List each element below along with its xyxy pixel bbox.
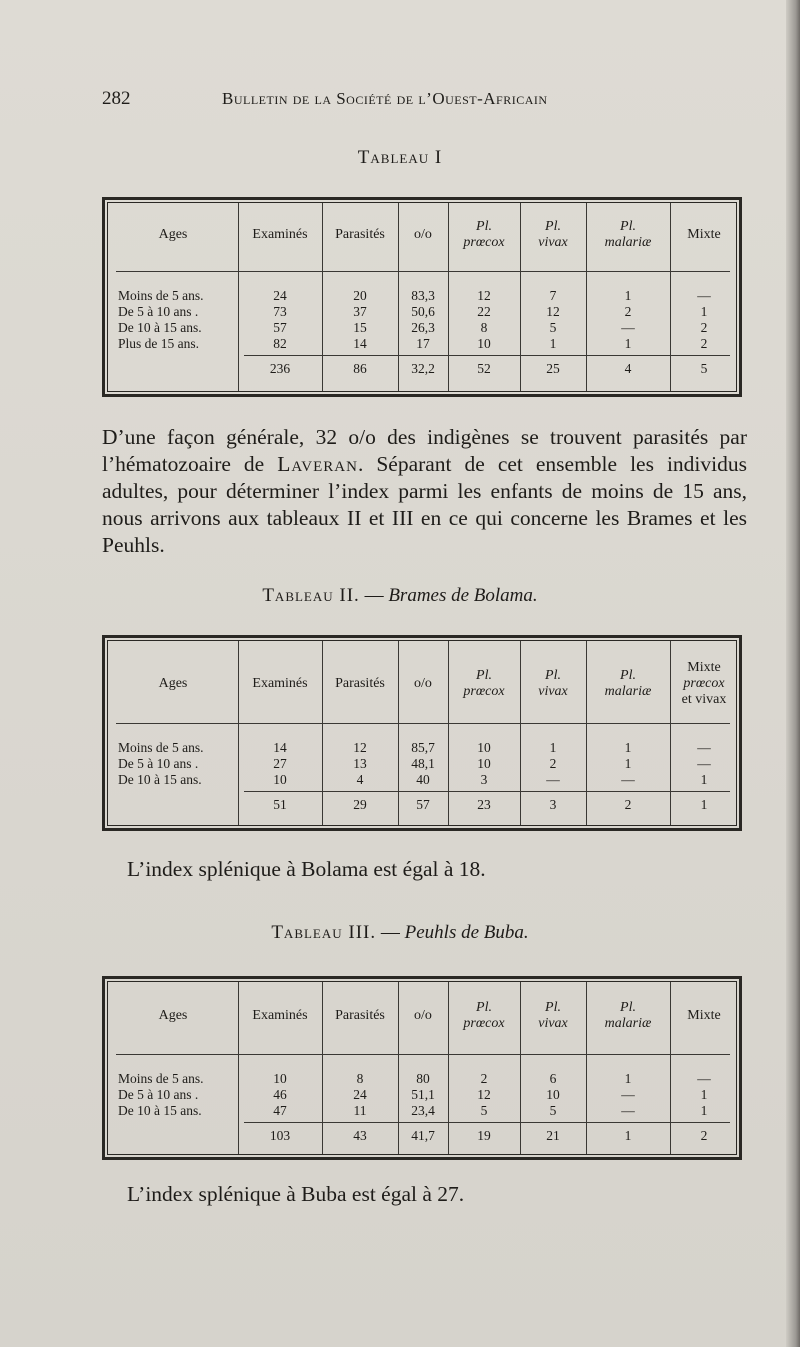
- col-header-parasites: Parasités: [335, 227, 385, 242]
- table-cell: 83,3: [411, 288, 435, 303]
- total-cell: 1: [700, 797, 708, 812]
- col-header-pct: o/o: [414, 1008, 432, 1023]
- table-cell: 46: [273, 1087, 287, 1102]
- total-cell: 86: [353, 361, 367, 376]
- table1-title: Tableau I: [357, 147, 443, 168]
- total-cell: 43: [353, 1128, 367, 1143]
- col-header-examines: Examinés: [252, 1008, 308, 1023]
- table-row-label: De 5 à 10 ans .: [118, 756, 199, 771]
- total-cell: 57: [416, 797, 430, 812]
- table-cell: 1: [549, 740, 557, 755]
- total-cell: 2: [624, 797, 632, 812]
- page-edge-shadow: [786, 0, 800, 1347]
- table-cell: 10: [546, 1087, 560, 1102]
- col-header-ages: Ages: [158, 676, 188, 691]
- col-header-malariae: Pl. malariæ: [604, 219, 652, 250]
- total-cell: 3: [549, 797, 557, 812]
- col-header-pct: o/o: [414, 676, 432, 691]
- table-cell: 85,7: [411, 740, 435, 755]
- table-cell: 10: [273, 1071, 287, 1086]
- table-cell: 4: [356, 772, 364, 787]
- page-number: 282: [102, 88, 131, 109]
- table-cell: 3: [480, 772, 488, 787]
- table-cell: —: [621, 320, 635, 335]
- table-cell: 14: [273, 740, 287, 755]
- table-cell: 47: [273, 1103, 287, 1118]
- table-cell: 2: [700, 336, 708, 351]
- table-cell: 50,6: [411, 304, 435, 319]
- col-header-mixte: Mixte prœcox et vivax: [681, 660, 727, 707]
- splenic-index-buba: L’index splénique à Buba est égal à 27.: [127, 1182, 465, 1206]
- col-header-examines: Examinés: [252, 676, 308, 691]
- col-header-parasites: Parasités: [335, 676, 385, 691]
- table-cell: 8: [356, 1071, 364, 1086]
- table3: [102, 976, 742, 1160]
- table-cell: 14: [353, 336, 367, 351]
- col-header-parasites: Parasités: [335, 1008, 385, 1023]
- col-header-mixte: Mixte: [687, 1008, 721, 1023]
- table-row-label: Moins de 5 ans.: [118, 1071, 204, 1086]
- table-cell: 24: [353, 1087, 367, 1102]
- table-row-label: Moins de 5 ans.: [118, 740, 204, 755]
- table-cell: 40: [416, 772, 430, 787]
- table-cell: 5: [480, 1103, 488, 1118]
- table-cell: 10: [273, 772, 287, 787]
- total-cell: 23: [477, 797, 491, 812]
- table-cell: 27: [273, 756, 287, 771]
- table-cell: —: [621, 772, 635, 787]
- table-cell: 8: [480, 320, 488, 335]
- running-head-title: Bulletin de la Société de l’Ouest-Africain: [222, 89, 548, 108]
- table-cell: —: [697, 288, 711, 303]
- col-header-ages: Ages: [158, 227, 188, 242]
- table-cell: 1: [624, 756, 632, 771]
- table2-title: Tableau II. — Brames de Bolama.: [262, 585, 538, 606]
- splenic-index-bolama: L’index splénique à Bolama est égal à 18.: [127, 857, 486, 881]
- table-cell: 6: [549, 1071, 557, 1086]
- total-cell: 19: [477, 1128, 491, 1143]
- table-cell: 57: [273, 320, 287, 335]
- table-cell: 73: [273, 304, 287, 319]
- table-cell: 1: [700, 1103, 708, 1118]
- table-cell: 10: [477, 336, 491, 351]
- table-cell: 24: [273, 288, 287, 303]
- table-cell: 10: [477, 740, 491, 755]
- total-cell: 5: [700, 361, 708, 376]
- table-cell: 5: [549, 1103, 557, 1118]
- table-cell: —: [546, 772, 560, 787]
- table-row-label: Plus de 15 ans.: [118, 336, 199, 351]
- table-cell: 15: [353, 320, 367, 335]
- table-cell: 5: [549, 320, 557, 335]
- col-header-ages: Ages: [158, 1008, 188, 1023]
- table-cell: —: [697, 1071, 711, 1086]
- col-header-mixte: Mixte: [687, 227, 721, 242]
- col-header-vivax: Pl. vivax: [538, 219, 568, 250]
- total-cell: 103: [269, 1128, 291, 1143]
- col-header-examines: Examinés: [252, 227, 308, 242]
- table-cell: 37: [353, 304, 367, 319]
- table-cell: 48,1: [411, 756, 435, 771]
- table-row-label: De 10 à 15 ans.: [118, 772, 202, 787]
- total-cell: 1: [624, 1128, 632, 1143]
- col-header-malariae: Pl. malariæ: [604, 668, 652, 699]
- total-cell: 32,2: [411, 361, 435, 376]
- table-cell: 12: [546, 304, 560, 319]
- body-paragraph: D’une façon générale, 32 o/o des indigènes se trouvent parasités par l’hématozoaire de Laveran. Séparant de cet ensemble les individus adultes, pour déterminer l’index parmi les enfants de moins de 15 ans, nous arrivons aux tableaux II et III en ce qui concerne les Brames et les Peuhls.: [102, 425, 747, 557]
- table-cell: 11: [353, 1103, 367, 1118]
- col-header-vivax: Pl. vivax: [538, 1000, 568, 1031]
- table-cell: 1: [624, 740, 632, 755]
- table-cell: 17: [416, 336, 430, 351]
- col-header-praecox: Pl. prœcox: [463, 1000, 505, 1031]
- table2: [102, 635, 742, 831]
- table-cell: 2: [549, 756, 557, 771]
- table-cell: —: [621, 1087, 635, 1102]
- total-cell: 41,7: [411, 1128, 435, 1143]
- table-cell: 12: [477, 1087, 491, 1102]
- table-cell: 2: [700, 320, 708, 335]
- table1: [102, 197, 742, 397]
- total-cell: 51: [273, 797, 287, 812]
- table-row-label: De 10 à 15 ans.: [118, 1103, 202, 1118]
- table-cell: —: [621, 1103, 635, 1118]
- table-cell: 80: [416, 1071, 430, 1086]
- total-cell: 2: [700, 1128, 708, 1143]
- table-cell: 22: [477, 304, 491, 319]
- table-row-label: De 10 à 15 ans.: [118, 320, 202, 335]
- table-cell: 1: [624, 1071, 632, 1086]
- table-row-label: De 5 à 10 ans .: [118, 304, 199, 319]
- table-row-label: Moins de 5 ans.: [118, 288, 204, 303]
- table-cell: 23,4: [411, 1103, 435, 1118]
- table-cell: —: [697, 740, 711, 755]
- table-cell: 1: [624, 336, 632, 351]
- table-cell: 7: [549, 288, 557, 303]
- total-cell: 29: [353, 797, 367, 812]
- col-header-praecox: Pl. prœcox: [463, 668, 505, 699]
- table-cell: 51,1: [411, 1087, 435, 1102]
- total-cell: 52: [477, 361, 491, 376]
- table-cell: 2: [480, 1071, 488, 1086]
- table-cell: 26,3: [411, 320, 435, 335]
- table-cell: 1: [549, 336, 557, 351]
- col-header-malariae: Pl. malariæ: [604, 1000, 652, 1031]
- total-cell: 4: [624, 361, 632, 376]
- total-cell: 25: [546, 361, 560, 376]
- table-cell: 12: [353, 740, 367, 755]
- table3-title: Tableau III. — Peuhls de Buba.: [271, 922, 529, 943]
- table-cell: 10: [477, 756, 491, 771]
- col-header-praecox: Pl. prœcox: [463, 219, 505, 250]
- author-name: Laveran: [277, 452, 358, 476]
- table-cell: 2: [624, 304, 632, 319]
- table-cell: 12: [477, 288, 491, 303]
- total-cell: 21: [546, 1128, 560, 1143]
- table-row-label: De 5 à 10 ans .: [118, 1087, 199, 1102]
- table-cell: 82: [273, 336, 287, 351]
- table-cell: —: [697, 756, 711, 771]
- total-cell: 236: [269, 361, 291, 376]
- table-cell: 1: [700, 304, 708, 319]
- col-header-pct: o/o: [414, 227, 432, 242]
- col-header-vivax: Pl. vivax: [538, 668, 568, 699]
- table-cell: 20: [353, 288, 367, 303]
- table-cell: 1: [700, 772, 708, 787]
- table-cell: 1: [624, 288, 632, 303]
- table-cell: 1: [700, 1087, 708, 1102]
- table-cell: 13: [353, 756, 367, 771]
